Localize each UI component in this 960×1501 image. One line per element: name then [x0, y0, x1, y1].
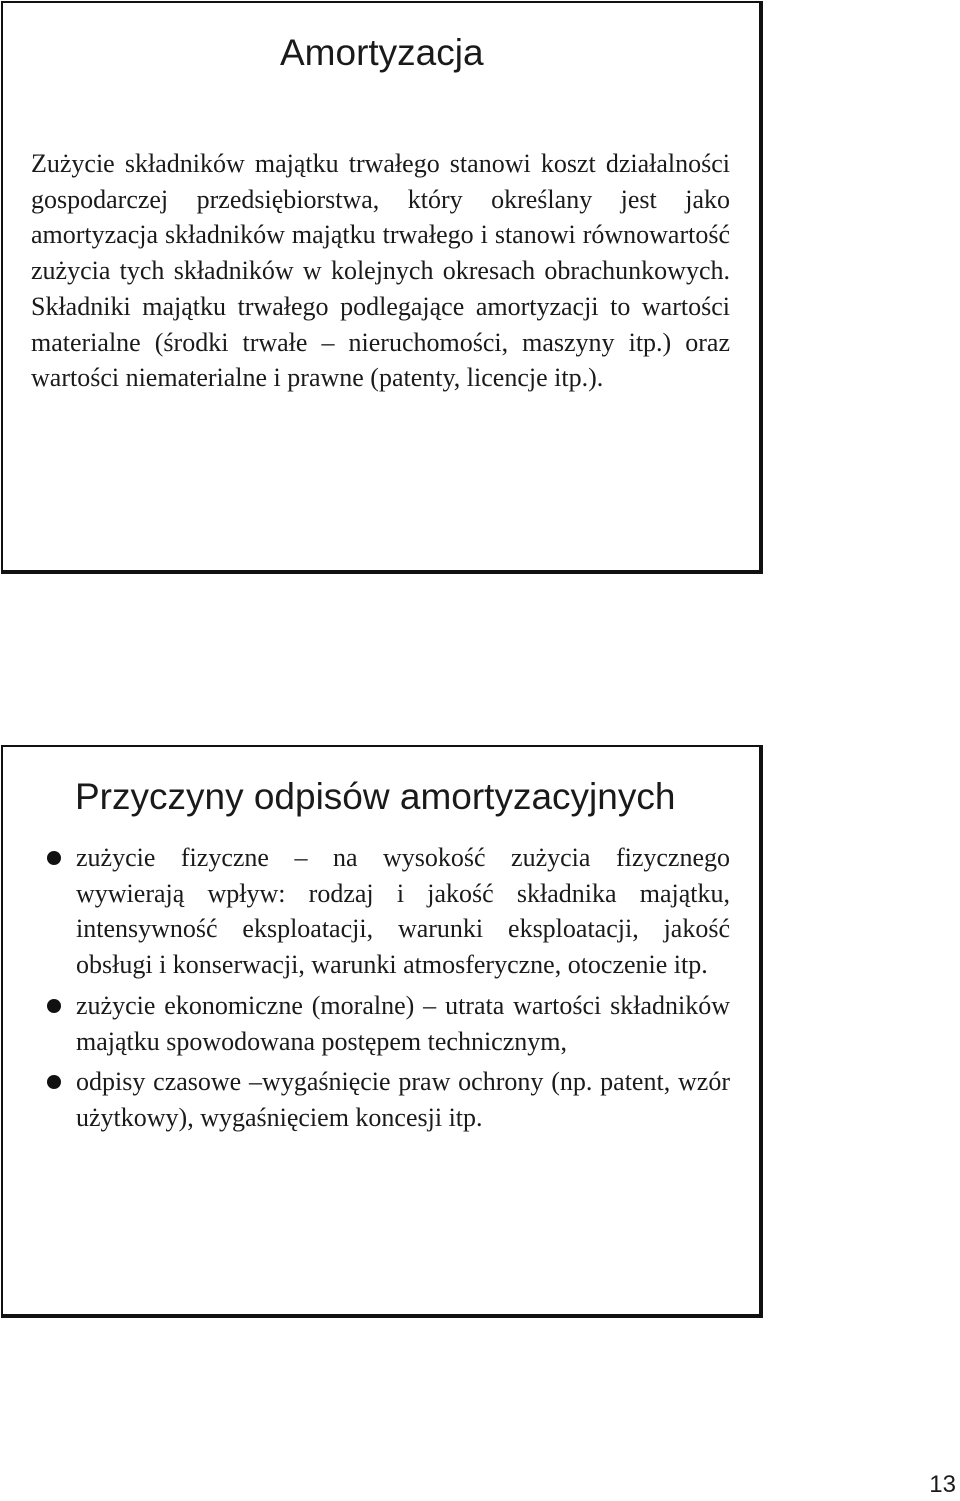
bullet-dot-icon	[47, 999, 61, 1013]
bullet-list	[3, 840, 763, 1141]
slide-title: Amortyzacja	[280, 32, 484, 73]
slide-amortyzacja	[1, 1, 763, 574]
bullet-text: odpisy czasowe –wygaśnięcie praw ochrony (np. patent, wzór użytkowy), wygaśnięciem koncesji itp.	[76, 1067, 730, 1132]
bullet-dot-icon	[47, 851, 61, 865]
slide-paragraph: Zużycie składników majątku trwałego stanowi koszt działalności gospodarczej przedsiębiorstwa, który określany jest jako amortyzacja składników majątku trwałego i stanowi równowartość zużycia tych składników w kolejnych okresach obrachunkowych. Składniki majątku trwałego podlegające amortyzacji to wartości materialne (środki trwałe – nieruchomości, maszyny itp.) oraz wartości niematerialne i prawne (patenty, licencje itp.).	[31, 149, 730, 393]
bullet-item	[3, 1064, 730, 1135]
bullet-item	[3, 840, 730, 983]
slide-title: Przyczyny odpisów amortyzacyjnych	[75, 776, 676, 817]
page-number: 13	[929, 1471, 956, 1498]
bullet-item	[3, 988, 730, 1059]
bullet-dot-icon	[47, 1075, 61, 1089]
bullet-text: zużycie fizyczne – na wysokość zużycia fizycznego wywierają wpływ: rodzaj i jakość składnika majątku, intensywność eksploatacji, warunki eksploatacji, jakość obsługi i konserwacji, warunki atmosferyczne, otoczenie itp.	[76, 843, 730, 980]
slide-przyczyny-odpisow	[1, 745, 763, 1318]
bullet-text: zużycie ekonomiczne (moralne) – utrata wartości składników majątku spowodowana postępem technicznym,	[76, 990, 730, 1056]
